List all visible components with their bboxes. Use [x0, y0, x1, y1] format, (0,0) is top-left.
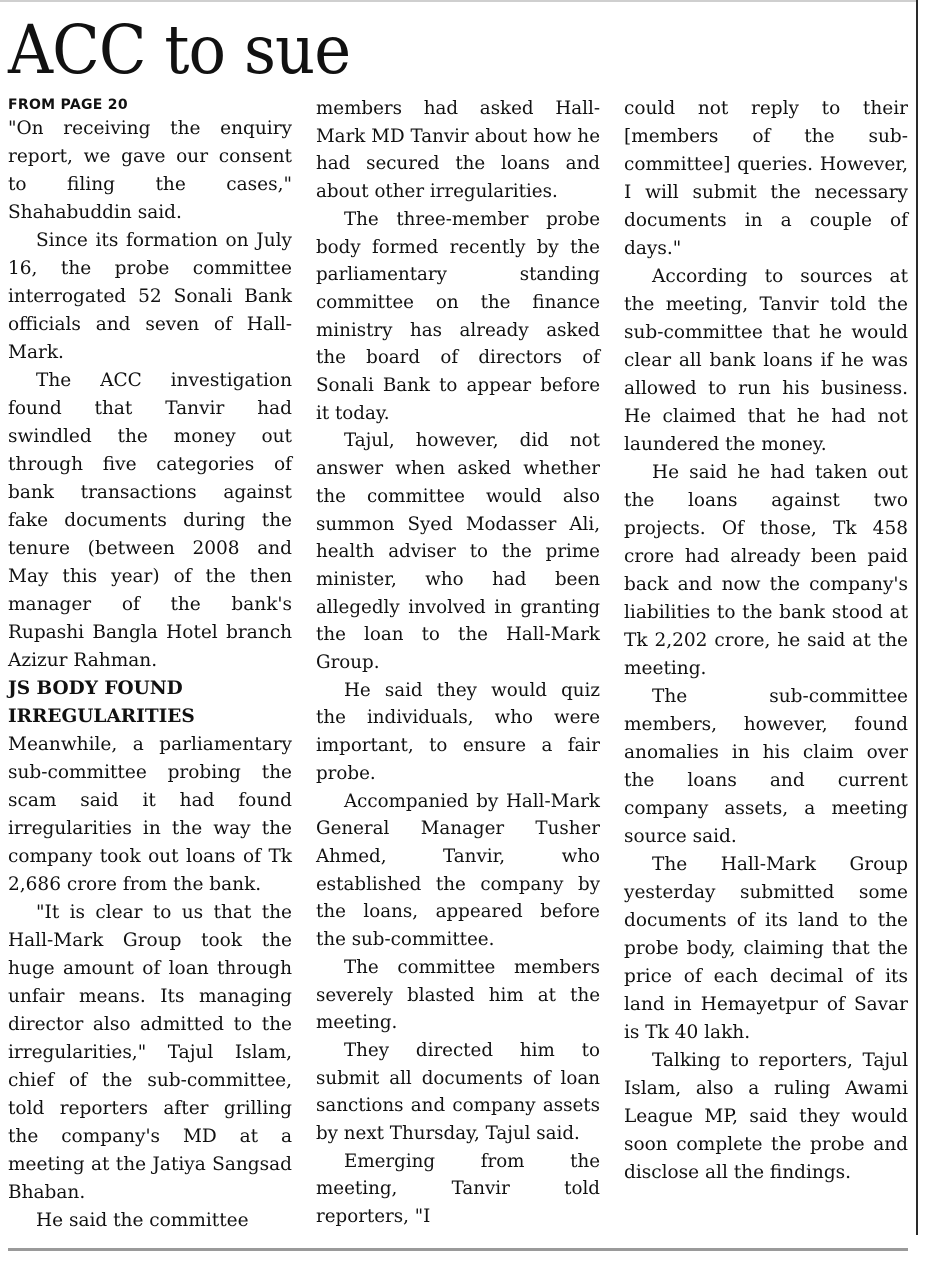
paragraph: The sub-committee members, however, found anomalies in his claim over the loans and current company assets, a meeting source said.	[624, 686, 908, 847]
paragraph: The Hall-Mark Group yesterday submitted some documents of its land to the probe body, claiming that the price of each decimal of its land in Hemayetpur of Savar is Tk 40 lakh.	[624, 854, 908, 1043]
jump-kicker: FROM PAGE 20	[8, 97, 128, 113]
paragraph: "On receiving the enquiry report, we gave our consent to filing the cases," Shahabuddin said.	[8, 118, 292, 223]
paragraph: Talking to reporters, Tajul Islam, also a ruling Awami League MP, said they would soon complete the probe and disclose all the findings.	[624, 1050, 908, 1183]
paragraph: He said the committee	[36, 1210, 249, 1231]
bottom-border-rule	[8, 1248, 908, 1251]
article-column-3	[624, 95, 908, 1187]
paragraph: Accompanied by Hall-Mark General Manager Tusher Ahmed, Tanvir, who established the company by the loans, appeared before the sub-committee.	[316, 790, 600, 951]
section-subhead: JS BODY FOUND IRREGULARITIES	[8, 678, 195, 727]
article-column-1	[8, 95, 292, 1235]
paragraph: According to sources at the meeting, Tanvir told the sub-committee that he would clear all bank loans if he was allowed to run his business. He claimed that he had not laundered the money.	[624, 266, 908, 455]
paragraph: Tajul, however, did not answer when asked whether the committee would also summon Syed Modasser Ali, health adviser to the prime minister, who had been allegedly involved in granting the loan to the Hall-Mark Group.	[316, 430, 600, 674]
paragraph: members had asked Hall-Mark MD Tanvir about how he had secured the loans and about other irregularities.	[316, 98, 600, 203]
paragraph: The ACC investigation found that Tanvir had swindled the money out through five categories of bank transactions against fake documents during the tenure (between 2008 and May this year) of the then manager of the bank's Rupashi Bangla Hotel branch Azizur Rahman.	[8, 370, 292, 671]
headline: ACC to sue	[8, 11, 351, 89]
paragraph: He said he had taken out the loans against two projects. Of those, Tk 458 crore had already been paid back and now the company's liabilities to the bank stood at Tk 2,202 crore, he said at the meeting.	[624, 462, 908, 679]
paragraph: He said they would quiz the individuals, who were important, to ensure a fair probe.	[316, 679, 600, 784]
article-column-2	[316, 95, 600, 1231]
paragraph: They directed him to submit all documents of loan sanctions and company assets by next Thursday, Tajul said.	[316, 1039, 600, 1145]
right-column-rule	[916, 0, 918, 1235]
top-border-rule	[0, 0, 916, 2]
paragraph: Meanwhile, a parliamentary sub-committee probing the scam said it had found irregularities in the way the company took out loans of Tk 2,686 crore from the bank.	[8, 734, 292, 895]
paragraph: Since its formation on July 16, the probe committee interrogated 52 Sonali Bank officials and seven of Hall-Mark.	[8, 230, 292, 363]
paragraph: could not reply to their [members of the sub-committee] queries. However, I will submit the necessary documents in a couple of days."	[624, 98, 908, 259]
paragraph: "It is clear to us that the Hall-Mark Group took the huge amount of loan through unfair means. Its managing director also admitted to the irregularities," Tajul Islam, chief of the sub-committee, told reporters after grilling the company's MD at a meeting at the Jatiya Sangsad Bhaban.	[8, 902, 292, 1203]
paragraph: Emerging from the meeting, Tanvir told reporters, "I	[316, 1150, 600, 1228]
paragraph: The three-member probe body formed recently by the parliamentary standing committee on the finance ministry has already asked the board of directors of Sonali Bank to appear before it today.	[316, 208, 600, 424]
paragraph: The committee members severely blasted him at the meeting.	[316, 956, 600, 1034]
